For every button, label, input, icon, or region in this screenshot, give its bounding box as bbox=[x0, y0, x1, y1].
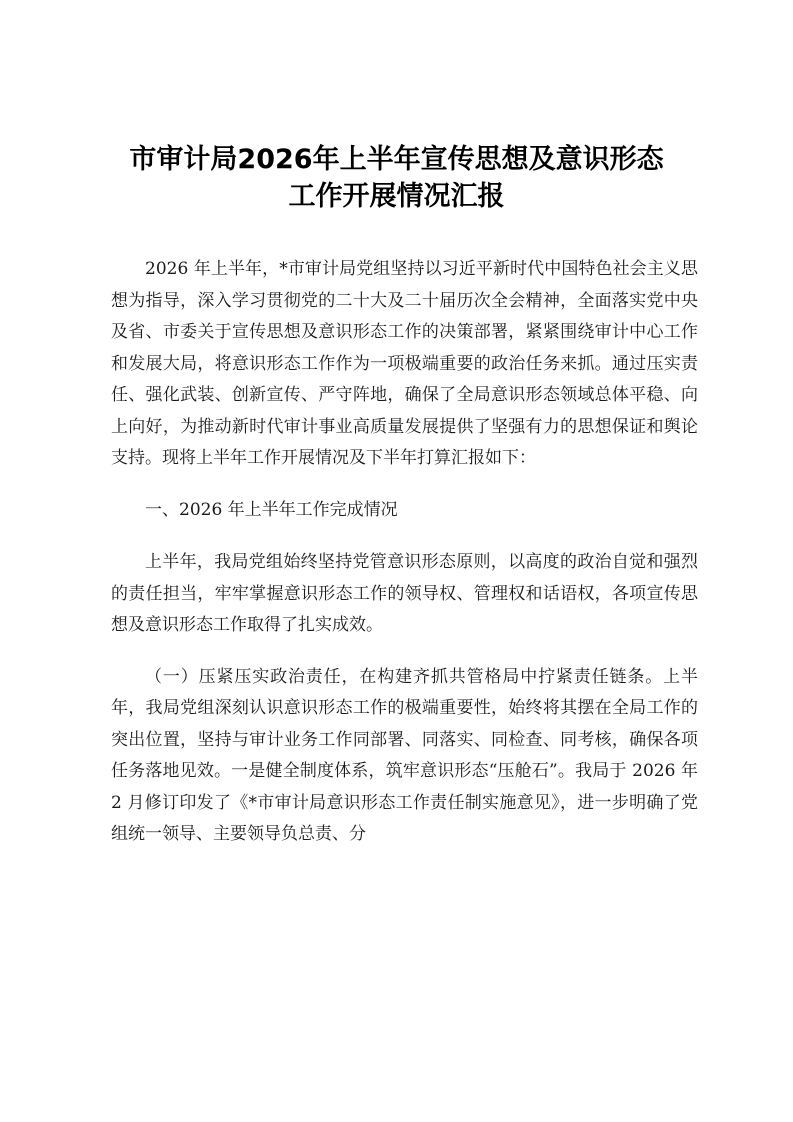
intro-paragraph: 2026 年上半年，*市审计局党组坚持以习近平新时代中国特色社会主义思想为指导，深入学习贯彻党的二十大及二十届历次全会精神，全面落实党中央及省、市委关于宣传思想及意识形态工作的决策部署，紧紧围绕审计中心工作和发展大局，将意识形态工作作为一项极端重要的政治任务来抓。通过压实责任、强化武装、创新宣传、严守阵地，确保了全局意识形态领域总体平稳、向上向好，为推动新时代审计事业高质量发展提供了坚强有力的思想保证和舆论支持。现将上半年工作开展情况及下半年打算汇报如下： bbox=[111, 259, 698, 468]
title-line-1: 市审计局2026年上半年宣传思想及意识形态 bbox=[129, 144, 664, 175]
document-body bbox=[111, 254, 698, 871]
subsection-paragraph: （一）压紧压实政治责任，在构建齐抓共管格局中拧紧责任链条。上半年，我局党组深刻认识意识形态工作的极端重要性，始终将其摆在全局工作的突出位置，坚持与审计业务工作同部署、同落实、同检查、同考核，确保各项任务落地见效。一是健全制度体系，筑牢意识形态“压舱石”。我局于 2026 年 2 月修订印发了《*市审计局意识形态工作责任制实施意见》，进一步明确了党组统一领导、主要领导负总责、分 bbox=[111, 666, 698, 844]
document-title bbox=[0, 141, 793, 215]
title-line-2: 工作开展情况汇报 bbox=[288, 181, 505, 212]
section-paragraph: 上半年，我局党组始终坚持党管意识形态原则，以高度的政治自觉和强烈的责任担当，牢牢掌握意识形态工作的领导权、管理权和话语权，各项宣传思想及意识形态工作取得了扎实成效。 bbox=[111, 552, 698, 635]
section-heading: 一、2026 年上半年工作完成情况 bbox=[145, 499, 398, 520]
